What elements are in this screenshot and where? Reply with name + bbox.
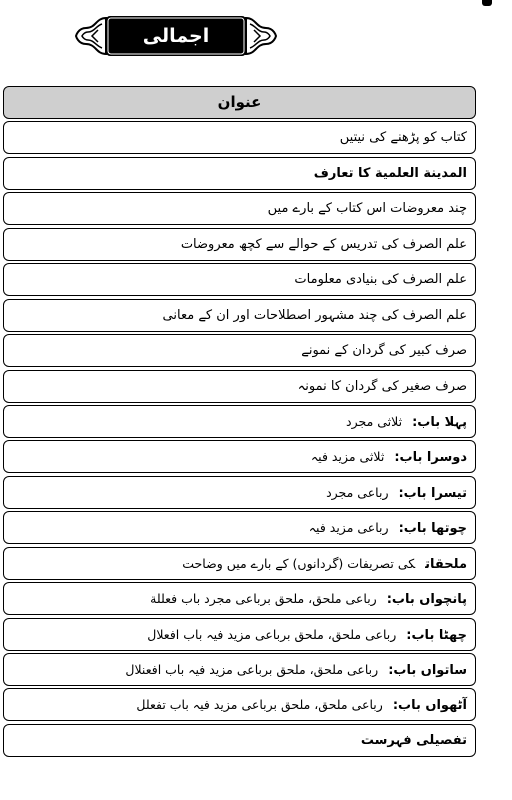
chapter-title: رباعی ملحق، ملحق برباعی مزید فیہ باب تفعلل <box>136 697 383 713</box>
chapter-label: پانچواں باب: <box>386 592 467 608</box>
toc-row-title: علم الصرف کی تدریس کے حوالے سے کچھ معروضات <box>180 236 467 252</box>
toc-row-title: علم الصرف کی چند مشہور اصطلاحات اور ان کے معانی <box>162 307 467 323</box>
toc-row[interactable] <box>3 334 476 367</box>
chapter-title: رباعی ملحق، ملحق برباعی مزید فیہ باب افعلال <box>147 626 397 642</box>
toc-row-title: صرف کبیر کی گردان کے نمونے <box>301 343 467 359</box>
toc-row-title: تفصیلی فہرست <box>360 732 467 748</box>
toc-row[interactable] <box>3 511 476 544</box>
toc-row[interactable] <box>3 405 476 438</box>
chapter-title: رباعی ملحق، ملحق برباعی مجرد باب فعللة <box>150 591 377 607</box>
chapter-label: آٹھواں باب: <box>392 698 467 714</box>
chapter-title: ثلاثی مزید فیہ <box>310 449 385 465</box>
toc-row-title: کتاب کو پڑھنے کی نیتیں <box>339 130 467 146</box>
chapter-label: ملحقات <box>425 556 467 572</box>
chapter-title: ثلاثی مجرد <box>346 413 403 429</box>
toc-row[interactable] <box>3 228 476 261</box>
title-banner <box>72 10 280 79</box>
toc-row[interactable] <box>3 299 476 332</box>
chapter-label: دوسرا باب: <box>394 450 467 466</box>
chapter-title: رباعی ملحق، ملحق برباعی مزید فیہ باب افعنلال <box>125 662 379 677</box>
toc-row[interactable] <box>3 121 476 154</box>
toc-row[interactable] <box>3 582 476 615</box>
toc-row[interactable] <box>3 263 476 296</box>
chapter-title: رباعی مزید فیہ <box>308 520 389 536</box>
toc-row[interactable] <box>3 547 476 580</box>
page-corner-mark <box>482 0 492 6</box>
toc-row[interactable] <box>3 157 476 190</box>
toc-row[interactable] <box>3 192 476 225</box>
toc-row[interactable] <box>3 688 476 721</box>
contents-table <box>3 86 476 759</box>
chapter-label: تیسرا باب: <box>398 485 467 501</box>
toc-row[interactable] <box>3 370 476 403</box>
toc-row[interactable] <box>3 618 476 651</box>
chapter-label: پہلا باب: <box>412 414 467 430</box>
table-header: عنوان <box>3 86 476 119</box>
toc-row[interactable] <box>3 440 476 473</box>
toc-row-title: علم الصرف کی بنیادی معلومات <box>294 272 467 288</box>
banner-title: اجمالی فہرست <box>138 25 214 79</box>
chapter-label: ساتواں باب: <box>388 663 467 678</box>
toc-row[interactable] <box>3 653 476 686</box>
chapter-title: کی تصریفات (گردانوں) کے بارے میں وضاحت <box>182 555 416 571</box>
toc-row-title: صرف صغیر کی گردان کا نمونہ <box>297 378 467 394</box>
toc-row-title: چند معروضات اس کتاب کے بارے میں <box>267 201 467 217</box>
chapter-label: چوتھا باب: <box>398 521 467 537</box>
toc-row[interactable] <box>3 476 476 509</box>
toc-row-title: المدینة العلمیة کا تعارف <box>313 165 467 181</box>
chapter-label: چھٹا باب: <box>406 627 467 643</box>
toc-row[interactable] <box>3 724 476 757</box>
chapter-title: رباعی مجرد <box>326 484 389 500</box>
